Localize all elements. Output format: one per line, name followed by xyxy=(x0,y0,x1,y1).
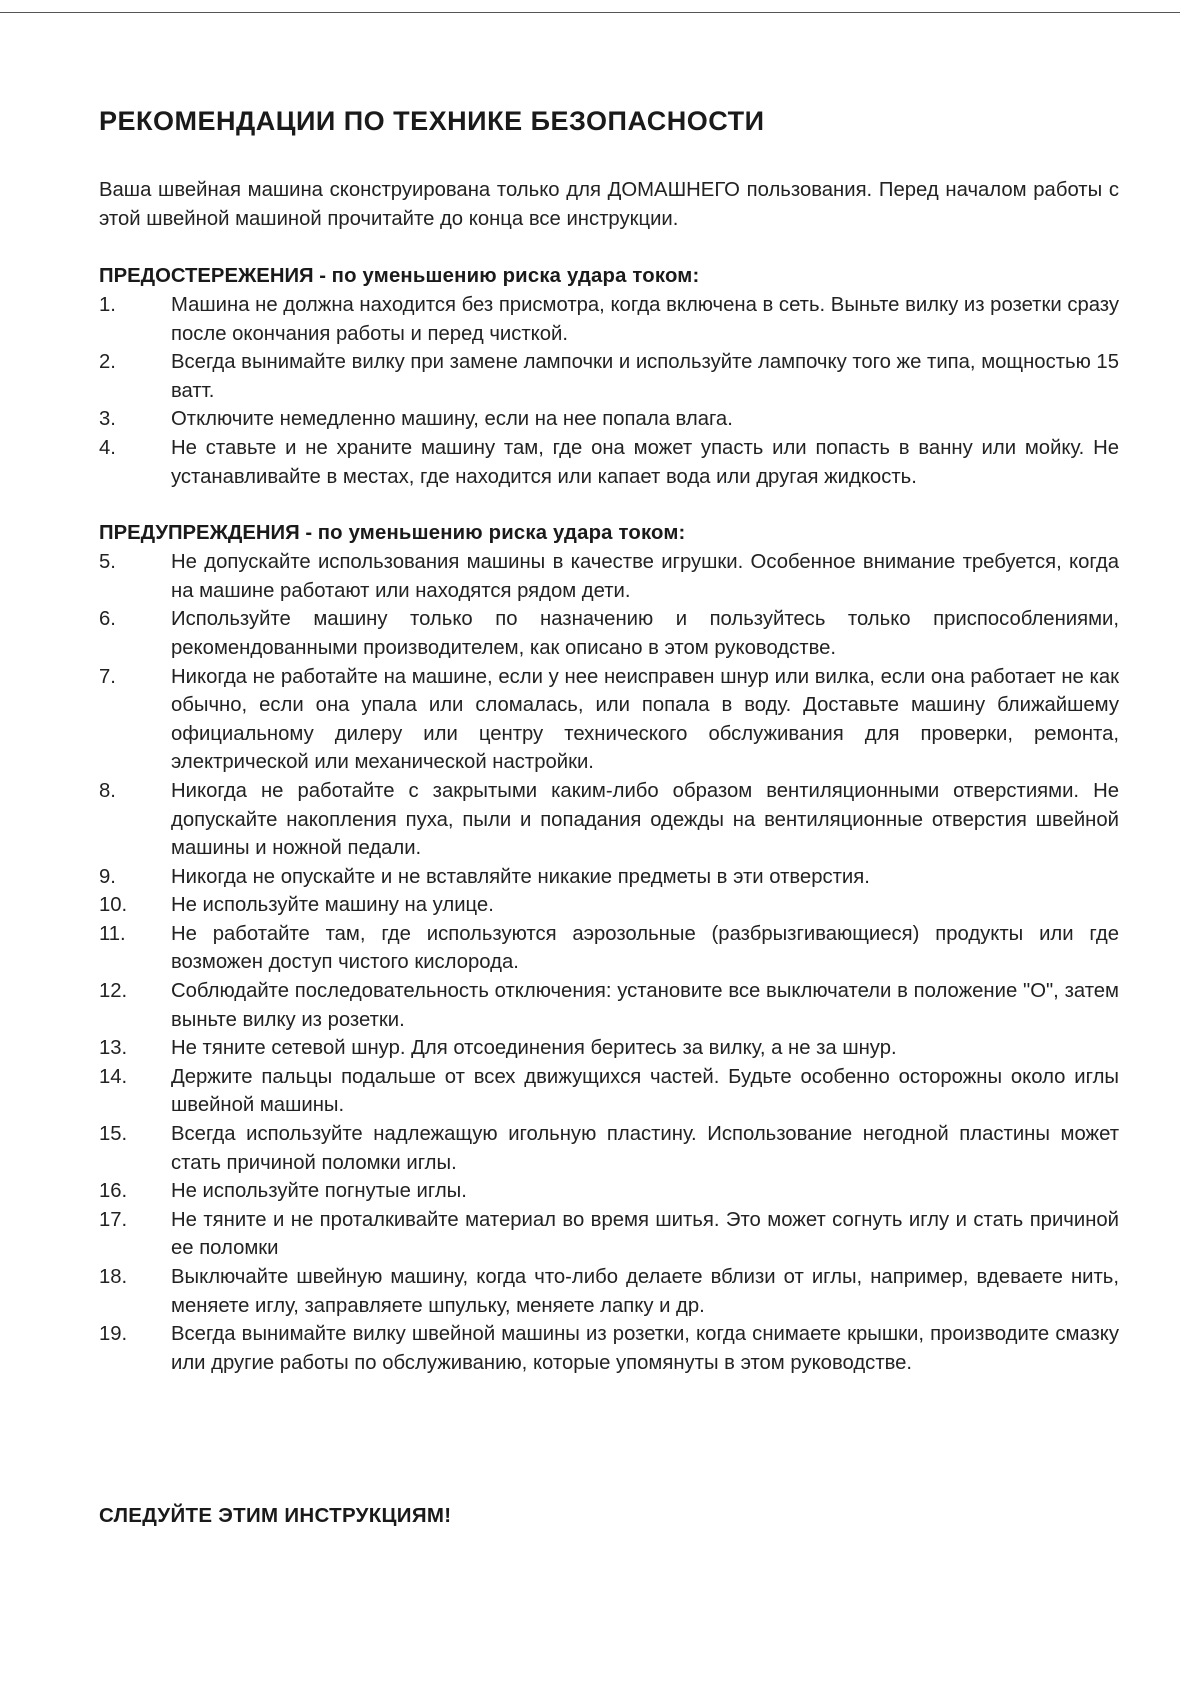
item-text: Держите пальцы подальше от всех движущихся частей. Будьте особенно осторожны около иглы швейной машины. xyxy=(171,1065,1119,1117)
page-title: РЕКОМЕНДАЦИИ ПО ТЕХНИКЕ БЕЗОПАСНОСТИ xyxy=(99,106,765,136)
item-number: 3. xyxy=(99,408,116,431)
item-number: 11. xyxy=(99,922,126,945)
cautions-heading-rest: по уменьшению риска удара током: xyxy=(331,265,700,287)
item-text: Отключите немедленно машину, если на нее попала влага. xyxy=(171,408,733,431)
item-number: 5. xyxy=(99,551,116,574)
cautions-heading-lead: ПРЕДОСТЕРЕЖЕНИЯ - xyxy=(99,265,327,287)
item-text: Никогда не работайте на машине, если у нее неисправен шнур или вилка, если она работает не как обычно, если она упала или сломалась, или попала в воду. Доставьте машину ближайшему официальному дилеру или центру технического обслуживания для проверки, ремонта, электрической или механической настройки. xyxy=(171,665,1119,774)
list-item xyxy=(99,977,1119,1034)
item-text: Не работайте там, где используются аэрозольные (разбрызгивающиеся) продукты или где возможен доступ чистого кислорода. xyxy=(171,922,1119,974)
item-text: Не допускайте использования машины в качестве игрушки. Особенное внимание требуется, когда на машине работают или находятся рядом дети. xyxy=(171,551,1119,602)
intro-paragraph: Ваша швейная машина сконструирована только для ДОМАШНЕГО пользования. Перед началом работы с этой швейной машиной прочитайте до конца все инструкции. xyxy=(99,179,1119,230)
list-item xyxy=(99,663,1119,777)
item-number: 19. xyxy=(99,1323,128,1346)
warnings-heading-lead: ПРЕДУПРЕЖДЕНИЯ - xyxy=(99,522,313,545)
item-number: 18. xyxy=(99,1266,128,1288)
list-item xyxy=(99,548,1119,605)
item-number: 12. xyxy=(99,980,128,1003)
item-number: 6. xyxy=(99,608,116,631)
item-text: Машина не должна находится без присмотра, когда включена в сеть. Выньте вилку из розетки сразу после окончания работы и перед чисткой. xyxy=(171,294,1119,345)
item-text: Выключайте швейную машину, когда что-либо делаете вблизи от иглы, например, вдеваете нить, меняете иглу, заправляете шпульку, меняете лапку и др. xyxy=(171,1266,1119,1317)
item-number: 13. xyxy=(99,1037,128,1060)
list-item xyxy=(99,891,1119,920)
cautions-list xyxy=(99,291,1119,491)
item-text: Не ставьте и не храните машину там, где она может упасть или попасть в ванну или мойку. Не устанавливайте в местах, где находится или капает вода или другая жидкость. xyxy=(171,436,1119,488)
item-number: 4. xyxy=(99,436,116,459)
list-item xyxy=(99,348,1119,405)
item-number: 16. xyxy=(99,1180,128,1203)
warnings-list xyxy=(99,548,1119,1377)
list-item xyxy=(99,1120,1119,1177)
item-number: 15. xyxy=(99,1123,128,1146)
warnings-heading xyxy=(99,519,1119,548)
item-text: Соблюдайте последовательность отключения: установите все выключатели в положение "О", затем выньте вилку из розетки. xyxy=(171,980,1119,1031)
item-text: Не используйте погнутые иглы. xyxy=(171,1180,467,1203)
list-item xyxy=(99,1206,1119,1263)
list-item xyxy=(99,863,1119,892)
top-rule xyxy=(0,12,1180,13)
item-text: Используйте машину только по назначению и пользуйтесь только приспособлениями, рекомендованными производителем, как описано в этом руководстве. xyxy=(171,608,1119,659)
item-number: 8. xyxy=(99,779,116,802)
item-number: 9. xyxy=(99,865,116,888)
item-number: 14. xyxy=(99,1065,128,1088)
item-text: Не тяните и не проталкивайте материал во время шитья. Это может согнуть иглу и стать причиной ее поломки xyxy=(171,1208,1119,1260)
item-text: Никогда не опускайте и не вставляйте никакие предметы в эти отверстия. xyxy=(171,865,870,888)
list-item xyxy=(99,920,1119,977)
item-text: Всегда вынимайте вилку швейной машины из розетки, когда снимаете крышки, производите смазку или другие работы по обслуживанию, которые упомянуты в этом руководстве. xyxy=(171,1323,1119,1374)
list-item xyxy=(99,434,1119,491)
item-text: Не тяните сетевой шнур. Для отсоединения беритесь за вилку, а не за шнур. xyxy=(171,1037,897,1060)
item-text: Не используйте машину на улице. xyxy=(171,894,494,917)
item-text: Никогда не работайте с закрытыми каким-либо образом вентиляционными отверстиями. Не допускайте накопления пуха, пыли и попадания одежды на вентиляционные отверстия швейной машины и ножной педали. xyxy=(171,779,1119,860)
list-item xyxy=(99,1177,1119,1206)
list-item xyxy=(99,1320,1119,1377)
list-item xyxy=(99,1063,1119,1120)
warnings-heading-rest: по уменьшению риска удара током: xyxy=(317,522,686,545)
footer-callout: СЛЕДУЙТЕ ЭТИМ ИНСТРУКЦИЯМ! xyxy=(99,1504,452,1527)
list-item xyxy=(99,1034,1119,1063)
list-item xyxy=(99,605,1119,662)
list-item xyxy=(99,1263,1119,1320)
item-number: 10. xyxy=(99,894,128,917)
cautions-heading xyxy=(99,262,1119,291)
document-page xyxy=(99,104,1119,1377)
list-item xyxy=(99,777,1119,863)
item-text: Всегда используйте надлежащую игольную пластину. Использование негодной пластины может стать причиной поломки иглы. xyxy=(171,1123,1119,1174)
item-number: 7. xyxy=(99,665,116,688)
item-text: Всегда вынимайте вилку при замене лампочки и используйте лампочку того же типа, мощностью 15 ватт. xyxy=(171,351,1119,402)
item-number: 2. xyxy=(99,351,116,374)
list-item xyxy=(99,405,1119,434)
item-number: 17. xyxy=(99,1208,128,1231)
list-item xyxy=(99,291,1119,348)
item-number: 1. xyxy=(99,294,116,316)
